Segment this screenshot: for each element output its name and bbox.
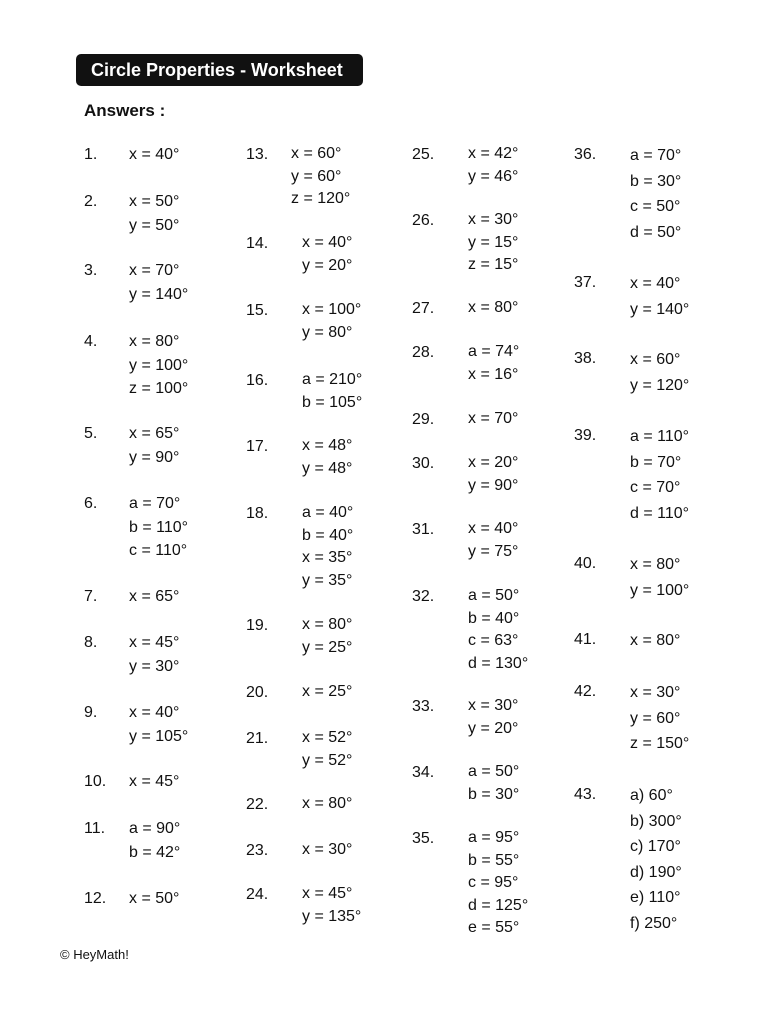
answer-line: z = 150° [630, 735, 690, 752]
answer-values [468, 408, 518, 431]
answer-values [129, 259, 188, 306]
answer-line: d = 50° [630, 223, 682, 241]
answer-line: y = 100° [630, 581, 690, 599]
answer-values [468, 209, 518, 277]
answer-line: y = 60° [630, 709, 681, 727]
answer-line: y = 25° [302, 638, 353, 656]
question-number: 36. [574, 146, 597, 163]
answer-values [630, 552, 689, 603]
answer-line: z = 100° [129, 380, 189, 397]
answer-line: c) 170° [630, 838, 681, 855]
question-number: 17. [246, 438, 269, 455]
question-number: 30. [412, 455, 435, 472]
answer-line: x = 50° [129, 193, 180, 210]
answer-values [129, 887, 179, 911]
answer-line: x = 30° [468, 211, 519, 228]
answer-line: x = 45° [302, 885, 353, 902]
answer-line: y = 60° [291, 167, 342, 185]
question-number: 13. [246, 146, 269, 163]
answer-line: x = 70° [129, 262, 180, 279]
answer-values [630, 424, 689, 526]
question-number: 4. [84, 333, 98, 350]
answer-line: c = 50° [630, 198, 681, 215]
answer-line: b = 40° [468, 609, 520, 627]
answer-values [302, 502, 353, 592]
answer-values [302, 435, 352, 480]
answer-line: z = 15° [468, 256, 519, 273]
answer-line: x = 60° [630, 351, 681, 368]
answer-values [302, 727, 352, 772]
answer-line: x = 65° [129, 588, 180, 605]
answer-values [468, 695, 518, 740]
answer-line: y = 15° [468, 233, 519, 251]
question-number: 31. [412, 521, 435, 538]
answer-line: x = 40° [129, 146, 180, 163]
answer-values [129, 817, 180, 864]
answer-line: a = 210° [302, 371, 363, 388]
answer-line: b = 40° [302, 526, 354, 544]
answer-line: y = 140° [129, 285, 189, 303]
answer-line: c = 95° [468, 874, 519, 891]
answer-line: a = 50° [468, 763, 520, 780]
answer-line: x = 80° [302, 616, 353, 633]
question-number: 9. [84, 704, 98, 721]
answer-line: y = 140° [630, 300, 690, 318]
answer-line: y = 120° [630, 376, 690, 394]
answer-values [302, 681, 352, 704]
answer-line: a = 95° [468, 829, 520, 846]
question-number: 33. [412, 698, 435, 715]
answer-line: a = 40° [302, 504, 354, 521]
answer-values [129, 422, 179, 469]
answer-line: y = 50° [129, 216, 180, 234]
question-number: 22. [246, 796, 269, 813]
answer-line: y = 48° [302, 459, 353, 477]
answer-line: y = 46° [468, 167, 519, 185]
question-number: 3. [84, 262, 98, 279]
answer-values [468, 518, 518, 563]
question-number: 29. [412, 411, 435, 428]
question-number: 11. [84, 820, 106, 837]
answer-line: y = 20° [468, 719, 519, 737]
answer-line: b = 70° [630, 453, 682, 471]
answer-line: z = 120° [291, 190, 351, 207]
answer-line: y = 105° [129, 727, 189, 745]
answer-values [630, 783, 682, 936]
question-number: 7. [84, 588, 98, 605]
question-number: 20. [246, 684, 269, 701]
answer-values [302, 232, 352, 277]
answer-line: x = 52° [302, 729, 353, 746]
answer-line: x = 40° [468, 520, 519, 537]
answer-values [630, 143, 681, 245]
answer-line: x = 80° [129, 333, 180, 350]
answer-line: a = 110° [630, 428, 690, 445]
answer-line: x = 45° [129, 634, 180, 651]
question-number: 43. [574, 786, 597, 803]
question-number: 32. [412, 588, 435, 605]
question-number: 8. [84, 634, 98, 651]
answer-values [129, 143, 179, 167]
question-number: 23. [246, 842, 269, 859]
question-number: 10. [84, 773, 107, 790]
answer-line: x = 30° [302, 841, 353, 858]
answer-line: c = 110° [129, 542, 188, 559]
answer-values [129, 701, 188, 748]
answer-values [302, 793, 352, 816]
answer-line: x = 40° [129, 704, 180, 721]
answer-line: a = 50° [468, 587, 520, 604]
question-number: 28. [412, 344, 435, 361]
question-number: 6. [84, 495, 98, 512]
answer-line: x = 40° [302, 234, 353, 251]
answer-values [630, 628, 680, 654]
answer-line: x = 65° [129, 425, 180, 442]
question-number: 15. [246, 302, 269, 319]
answer-values [129, 492, 188, 563]
question-number: 27. [412, 300, 435, 317]
question-number: 5. [84, 425, 98, 442]
answers-heading: Answers : [84, 101, 166, 120]
copyright-footer: © HeyMath! [60, 947, 129, 962]
answer-values [302, 839, 352, 862]
answer-line: d = 110° [630, 504, 690, 522]
answer-line: x = 80° [630, 632, 681, 649]
answer-line: y = 80° [302, 323, 353, 341]
answer-line: b = 30° [630, 172, 682, 190]
answer-line: e = 55° [468, 919, 520, 936]
worksheet-title: Circle Properties - Worksheet [76, 54, 363, 86]
answer-line: a = 74° [468, 343, 520, 360]
question-number: 12. [84, 890, 107, 907]
answer-line: x = 80° [468, 299, 519, 316]
answer-line: y = 135° [302, 907, 362, 925]
answer-values [302, 369, 362, 414]
answer-line: y = 75° [468, 542, 519, 560]
answer-values [291, 143, 350, 211]
answer-line: y = 35° [302, 571, 353, 589]
answer-values [468, 585, 528, 675]
answer-values [468, 143, 518, 188]
answer-line: a = 90° [129, 820, 181, 837]
answer-line: a) 60° [630, 787, 673, 804]
answer-values [129, 770, 179, 794]
answer-line: d = 130° [468, 654, 529, 672]
answer-values [630, 680, 689, 757]
answer-line: x = 40° [630, 275, 681, 292]
answer-values [468, 827, 528, 940]
question-number: 35. [412, 830, 435, 847]
answer-line: c = 70° [630, 479, 681, 496]
answer-line: e) 110° [630, 889, 681, 906]
answer-values [129, 330, 188, 401]
question-number: 16. [246, 372, 269, 389]
question-number: 37. [574, 274, 597, 291]
answer-values [302, 299, 361, 344]
answer-line: x = 30° [468, 697, 519, 714]
answer-line: y = 30° [129, 657, 180, 675]
question-number: 14. [246, 235, 269, 252]
answer-line: x = 16° [468, 365, 519, 383]
answer-values [302, 883, 361, 928]
question-number: 25. [412, 146, 435, 163]
question-number: 38. [574, 350, 597, 367]
answer-line: x = 35° [302, 549, 353, 566]
answer-line: b) 300° [630, 812, 682, 830]
answer-line: b = 42° [129, 843, 181, 861]
answer-line: y = 90° [129, 448, 180, 466]
answer-line: y = 100° [129, 356, 189, 374]
answer-line: x = 50° [129, 890, 180, 907]
answer-line: y = 20° [302, 256, 353, 274]
answer-values [468, 297, 518, 320]
answer-values [468, 341, 519, 386]
answer-line: y = 90° [468, 476, 519, 494]
answer-values [129, 631, 179, 678]
answer-values [630, 271, 689, 322]
question-number: 42. [574, 683, 597, 700]
answer-line: x = 60° [291, 145, 342, 162]
question-number: 21. [246, 730, 269, 747]
answer-values [630, 347, 689, 398]
answer-line: a = 70° [630, 147, 682, 164]
question-number: 18. [246, 505, 269, 522]
answer-line: x = 45° [129, 773, 180, 790]
answer-line: x = 80° [630, 556, 681, 573]
question-number: 26. [412, 212, 435, 229]
answer-line: d = 125° [468, 896, 529, 914]
answer-line: c = 63° [468, 632, 519, 649]
answer-line: a = 70° [129, 495, 181, 512]
answer-line: x = 70° [468, 410, 519, 427]
question-number: 34. [412, 764, 435, 781]
answer-values [468, 452, 518, 497]
answer-values [129, 585, 179, 609]
answer-line: b = 55° [468, 851, 520, 869]
question-number: 1. [84, 146, 98, 163]
question-number: 40. [574, 555, 597, 572]
answer-line: x = 48° [302, 437, 353, 454]
answer-line: y = 52° [302, 751, 353, 769]
question-number: 19. [246, 617, 269, 634]
question-number: 39. [574, 427, 597, 444]
answer-line: b = 110° [129, 518, 189, 536]
answer-values [302, 614, 352, 659]
question-number: 2. [84, 193, 98, 210]
answer-line: f) 250° [630, 914, 678, 932]
answer-values [129, 190, 179, 237]
question-number: 24. [246, 886, 269, 903]
answer-line: x = 80° [302, 795, 353, 812]
question-number: 41. [574, 631, 597, 648]
answer-line: x = 100° [302, 301, 362, 318]
answer-line: x = 20° [468, 454, 519, 471]
answer-line: x = 25° [302, 683, 353, 700]
answer-values [468, 761, 519, 806]
answer-line: x = 30° [630, 684, 681, 701]
answer-line: b = 30° [468, 785, 520, 803]
answer-line: d) 190° [630, 863, 682, 881]
answer-line: b = 105° [302, 393, 363, 411]
answer-line: x = 42° [468, 145, 519, 162]
